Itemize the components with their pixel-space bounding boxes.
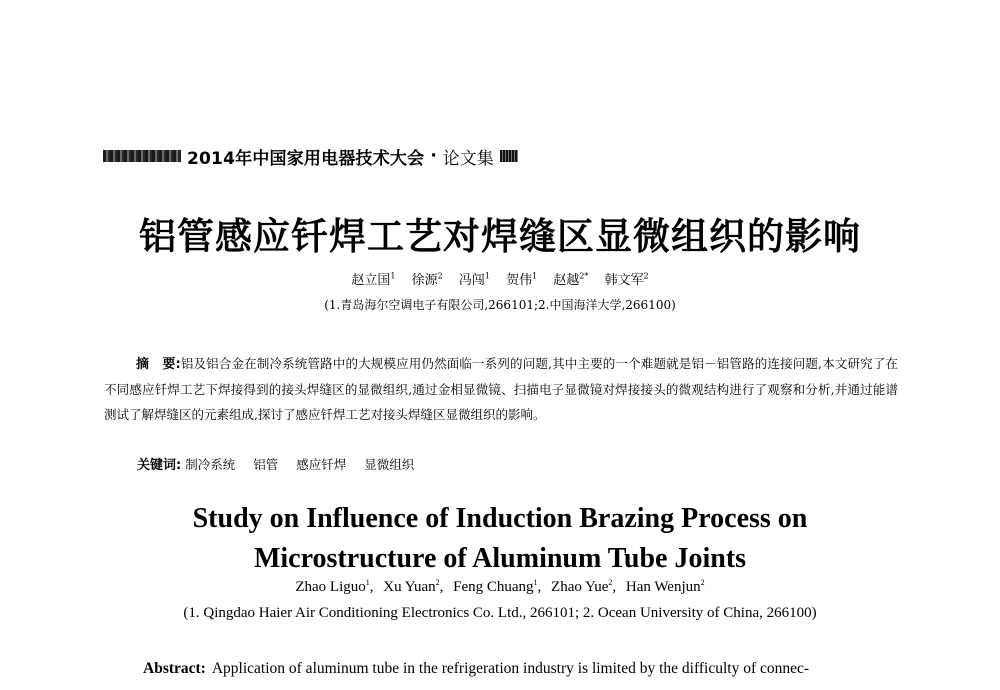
author-cn <box>351 273 395 288</box>
author-list-en <box>0 578 1000 596</box>
keywords-cn <box>137 454 428 473</box>
author-name: 赵立国 <box>351 273 391 288</box>
keyword: 制冷系统 <box>185 457 236 472</box>
keyword: 显微组织 <box>364 457 415 472</box>
author-name: 徐源 <box>411 273 438 288</box>
author-en <box>626 579 705 595</box>
abstract-text-cn: 铝及铝合金在制冷系统管路中的大规模应用仍然面临一系列的问题,其中主要的一个难题就是铝－铝管路的连接问题,本文研究了在不同感应钎焊工艺下焊接得到的接头焊缝区的显微组织,通过金相显微镜、扫描电子显微镜对焊接接头的微观结构进行了观察和分析,并通过能谱测试了解焊缝区的元素组成,探讨了感应钎焊工艺对接头焊缝区显微组织的影响。 <box>104 356 898 422</box>
author-affiliation-mark: 1 <box>484 271 490 281</box>
abstract-label-cn: 摘 要: <box>136 357 181 372</box>
header-decoration-mark <box>500 150 518 162</box>
paper-title-cn: 铝管感应钎焊工艺对焊缝区显微组织的影响 <box>139 214 861 258</box>
author-name: 贺伟 <box>506 273 533 288</box>
author-name: 韩文军 <box>604 273 644 288</box>
abstract-label-en: Abstract: <box>143 660 206 677</box>
affiliation-cn: (1.青岛海尔空调电子有限公司,266101;2.中国海洋大学,266100) <box>324 298 676 312</box>
author-name: Xu Yuan <box>383 579 436 595</box>
abstract-text-en: Application of aluminum tube in the refrigeration industry is limited by the difficulty of connec- <box>211 660 810 677</box>
author-affiliation-mark: 2 <box>643 271 649 281</box>
author-affiliation-mark: 2 <box>700 578 705 587</box>
author-affiliation-mark: 2 <box>437 271 443 281</box>
author-affiliation-mark: 1 <box>533 578 538 587</box>
author-name: 冯闯 <box>458 273 485 288</box>
conference-name: 2014年中国家用电器技术大会 <box>187 148 425 169</box>
keyword: 铝管 <box>253 457 279 472</box>
paper-title-en <box>0 499 1000 579</box>
proceedings-label: 论文集 <box>442 148 494 169</box>
author-name: Zhao Yue <box>551 579 609 595</box>
abstract-cn <box>104 351 898 427</box>
paper-title-en-line2: Microstructure of Aluminum Tube Joints <box>253 543 747 574</box>
author-cn <box>553 273 588 288</box>
abstract-en <box>143 660 809 678</box>
author-affiliation-mark: 1 <box>390 271 396 281</box>
header-separator: · <box>430 146 437 166</box>
paper-title-en-line1: Study on Influence of Induction Brazing Process on <box>192 503 808 534</box>
author-affiliation-mark: 2 <box>608 578 613 587</box>
author-en: Xu Yuan$^2$, <box>383 578 444 595</box>
author-name: 赵越 <box>553 273 580 288</box>
author-name: Zhao Liguo <box>295 579 366 595</box>
author-affiliation-mark: 1 <box>532 271 538 281</box>
author-cn <box>605 273 649 288</box>
author-en: Feng Chuang$^1$, <box>453 578 542 595</box>
proceedings-header <box>103 145 518 167</box>
keywords-label-cn: 关键词: <box>137 458 182 473</box>
affiliation-en: (1. Qingdao Haier Air Conditioning Electronics Co. Ltd., 266101; 2. Ocean University of China, 266100) <box>183 605 817 621</box>
author-cn <box>459 273 490 288</box>
author-cn <box>412 273 443 288</box>
author-cn <box>506 273 537 288</box>
author-name: Han Wenjun <box>625 579 701 595</box>
author-affiliation-mark: 2* <box>579 271 589 281</box>
author-name: Feng Chuang <box>453 579 534 595</box>
author-en: Zhao Liguo$^1$, <box>295 578 374 595</box>
header-decoration-bar <box>103 150 181 162</box>
author-affiliation-mark: 2 <box>435 578 440 587</box>
keyword: 感应钎焊 <box>296 457 347 472</box>
author-affiliation-mark: 1 <box>365 578 370 587</box>
author-list-cn <box>0 269 1000 288</box>
author-en: Zhao Yue$^2$, <box>551 578 617 595</box>
